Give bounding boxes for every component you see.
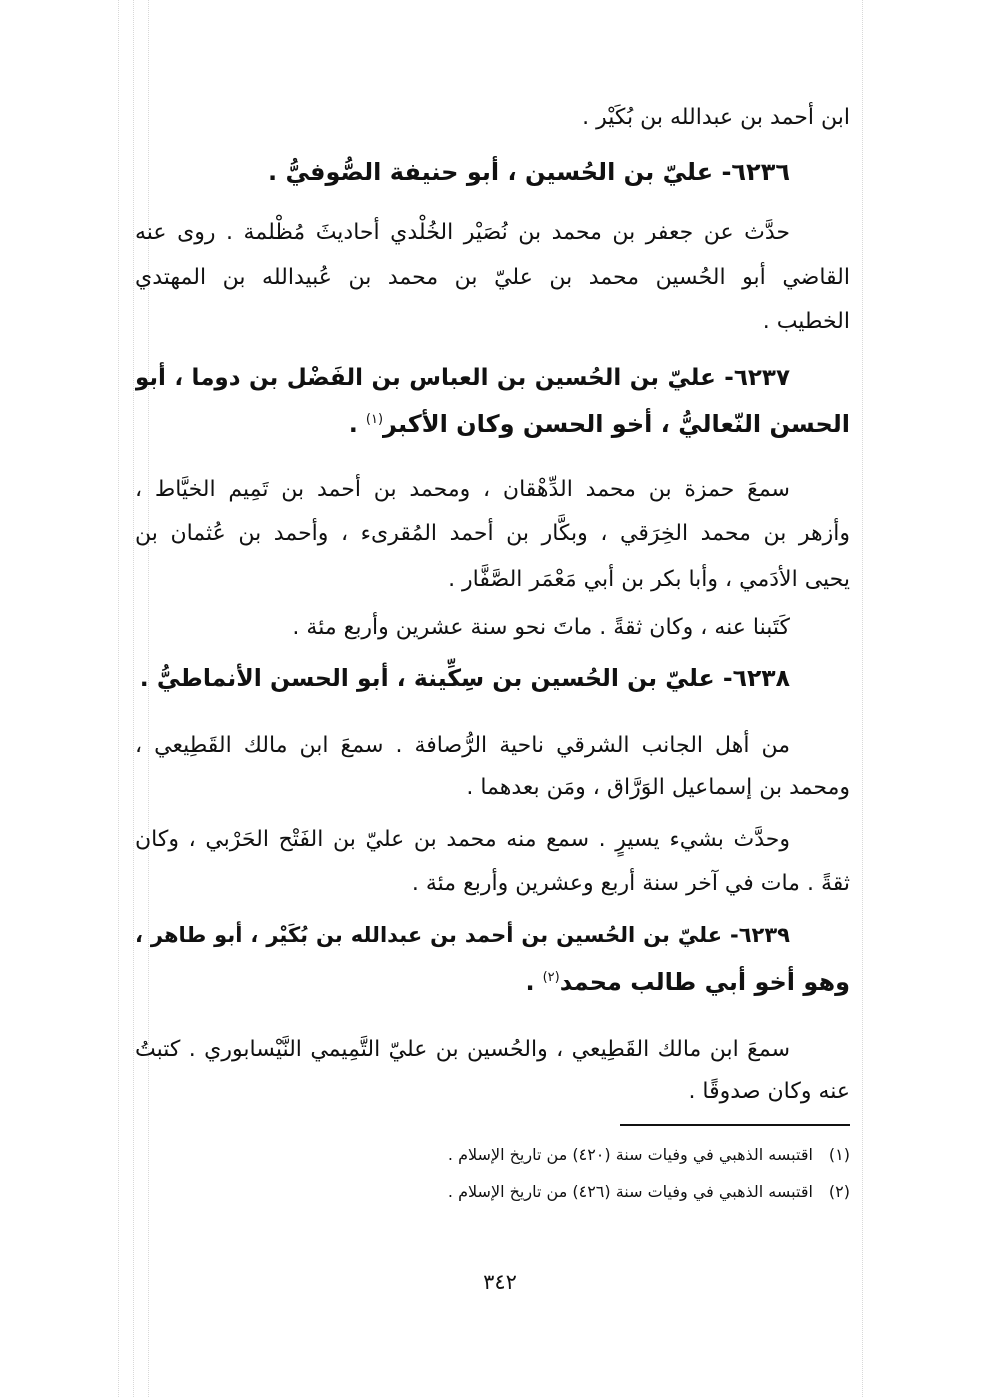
entry-heading-text: وهو أخو أبي طالب محمد [559,968,850,996]
paragraph-line: وأزهر بن محمد الخِرَقي ، وبكَّار بن أحمد المُقرىء ، وأحمد بن عُثمان بن [135,521,850,546]
page-number: ٣٤٢ [483,1270,517,1294]
scan-artifact-line [862,0,863,1397]
paragraph-line: الخطيب . [762,309,850,334]
entry-heading: ٦٢٣٩- عليّ بن الحُسين بن أحمد بن عبدالله بن بُكَيْر ، أبو طاهر ، [135,923,790,947]
footnote-reference: (٢) [542,970,560,985]
paragraph-line: وحدَّث بشيء يسيرٍ . سمع منه محمد بن عليّ بن الفَتْح الحَرْبي ، وكان [135,827,790,852]
scan-artifact-line [133,0,134,1397]
entry-heading: ٦٢٣٨- عليّ بن الحُسين بن سِكِّينة ، أبو الحسن الأنماطيُّ . [139,664,790,692]
paragraph-line: القاضي أبو الحُسين محمد بن عليّ بن محمد بن عُبيدالله بن المهتدي [135,265,850,290]
entry-heading: ٦٢٣٧- عليّ بن الحُسين بن العباس بن الفَضْل بن دوما ، أبو [135,365,790,391]
heading-end-mark: . [525,968,535,996]
footnote-text: اقتبسه الذهبي في وفيات سنة (٤٢٦) من تاريخ الإسلام . [447,1182,813,1201]
paragraph-line: سمعَ حمزة بن محمد الدِّهْقان ، ومحمد بن أحمد بن تَمِيم الخيَّاط ، [135,477,790,502]
footnote [135,1174,850,1210]
paragraph-line: سمعَ ابن مالك القَطِيعي ، والحُسين بن عليّ التَّمِيمي النَّيْسابوري . كتبتُ [135,1037,790,1062]
footnote-text: اقتبسه الذهبي في وفيات سنة (٤٢٠) من تاريخ الإسلام . [447,1145,813,1164]
footnote-separator [620,1124,850,1126]
entry-heading: ٦٢٣٦- عليّ بن الحُسين ، أبو حنيفة الصُّوفيُّ . [268,158,790,186]
paragraph-line: كَتَبنا عنه ، وكان ثقةً . ماتَ نحو سنة عشرين وأربع مئة . [292,615,790,640]
entry-heading [135,400,850,448]
entry-heading-text: الحسن النّعاليُّ ، أخو الحسن وكان الأكبر [383,410,850,438]
footnote-marker: (١) [828,1145,850,1164]
footnote-reference: (١) [365,412,384,427]
paragraph-line: عنه وكان صدوقًا . [688,1079,850,1104]
paragraph-line: ومحمد بن إسماعيل الوَرَّاق ، ومَن بعدهما . [466,775,850,800]
paragraph-line: من أهل الجانب الشرقي ناحية الرُّصافة . سمعَ ابن مالك القَطِيعي ، [135,733,790,758]
paragraph-line: يحيى الأدَمي ، وأبا بكر بن أبي مَعْمَر الصَّفَّار . [448,567,850,592]
scan-artifact-line [118,0,119,1397]
continuation-line: ابن أحمد بن عبدالله بن بُكَيْر . [582,105,850,130]
paragraph-line: حدَّث عن جعفر بن محمد بن نُصَيْر الخُلْدي أحاديثَ مُظْلمة . روى عنه [135,220,790,245]
footnote [135,1137,850,1173]
paragraph-line: ثقةً . مات في آخر سنة أربع وعشرين وأربع مئة . [411,871,850,896]
entry-heading [135,958,850,1006]
heading-end-mark: . [348,410,358,438]
footnote-marker: (٢) [828,1182,850,1201]
